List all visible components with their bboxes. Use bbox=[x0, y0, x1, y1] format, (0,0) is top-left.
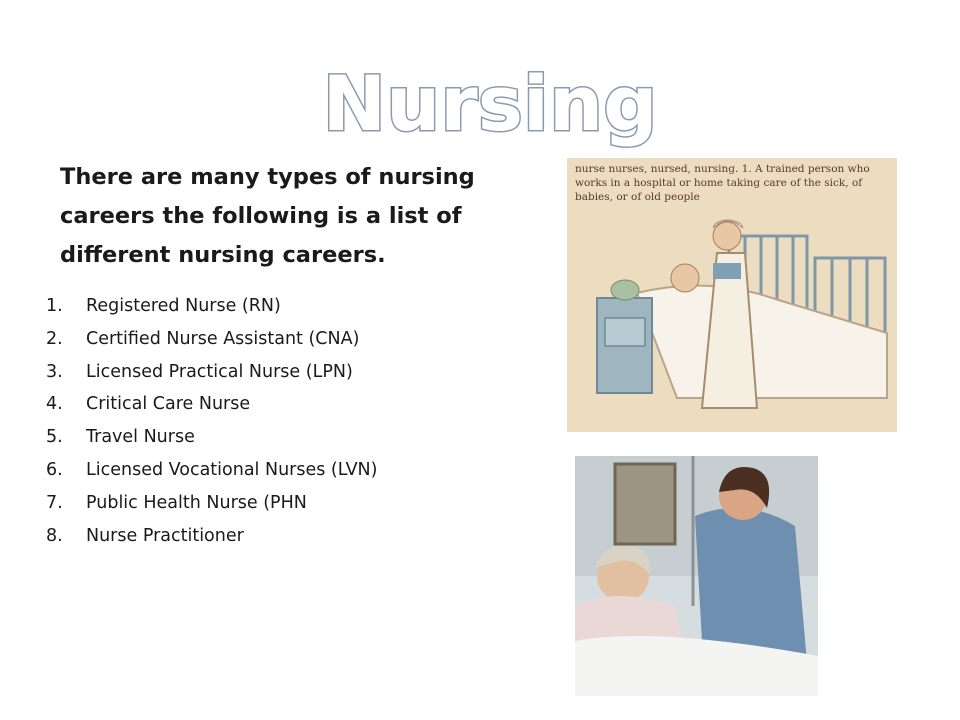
list-item-number: 8. bbox=[46, 525, 63, 546]
nurse-with-patient-photo bbox=[575, 456, 818, 696]
careers-list bbox=[46, 290, 506, 552]
list-item-label: Critical Care Nurse bbox=[86, 394, 251, 415]
intro-paragraph: There are many types of nursing careers the following is a list of different nursing careers. bbox=[60, 164, 475, 268]
list-item-label: Travel Nurse bbox=[86, 427, 195, 448]
list-item-label: Licensed Practical Nurse (LPN) bbox=[86, 361, 353, 382]
list-item bbox=[46, 487, 506, 520]
vintage-nurse-illustration bbox=[567, 158, 897, 432]
list-item-number: 3. bbox=[46, 361, 63, 382]
list-item bbox=[46, 323, 506, 356]
slide-title-graphic bbox=[320, 52, 660, 152]
list-item-number: 2. bbox=[46, 328, 63, 349]
list-item bbox=[46, 454, 506, 487]
list-item bbox=[46, 520, 506, 553]
list-item bbox=[46, 356, 506, 389]
list-item bbox=[46, 388, 506, 421]
slide-title bbox=[320, 52, 660, 152]
list-item-label: Nurse Practitioner bbox=[86, 525, 244, 546]
list-item-number: 4. bbox=[46, 394, 63, 415]
list-item bbox=[46, 290, 506, 323]
list-item-label: Certified Nurse Assistant (CNA) bbox=[86, 328, 360, 349]
list-item-label: Licensed Vocational Nurses (LVN) bbox=[86, 459, 378, 480]
list-item-number: 7. bbox=[46, 492, 63, 513]
list-item-number: 1. bbox=[46, 296, 63, 316]
list-item-label: Registered Nurse (RN) bbox=[86, 296, 281, 316]
list-item-number: 5. bbox=[46, 427, 63, 448]
list-item bbox=[46, 421, 506, 454]
list-item-label: Public Health Nurse (PHN bbox=[86, 492, 307, 513]
list-item-number: 6. bbox=[46, 459, 63, 480]
dictionary-definition: nurse nurses, nursed, nursing. 1. A trained person who works in a hospital or home taking care of the sick, of babies, or of old people bbox=[575, 163, 870, 203]
slide-title-text: Nursing bbox=[322, 59, 658, 148]
